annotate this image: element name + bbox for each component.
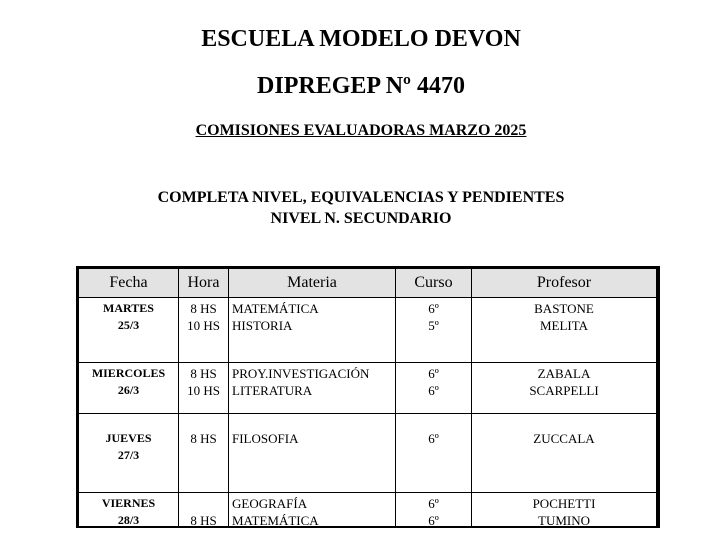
cell-profesor: ZABALA SCARPELLI (472, 363, 657, 414)
subtitle-line-2: NIVEL N. SECUNDARIO (270, 210, 452, 227)
subtitle-line-1: COMPLETA NIVEL, EQUIVALENCIAS Y PENDIENTES (157, 189, 565, 206)
subtitle (0, 187, 722, 229)
cell-hora: 8 HS 10 HS (179, 298, 229, 363)
cell-hora: 8 HS (179, 493, 229, 529)
school-name: ESCUELA MODELO DEVON (201, 26, 521, 52)
cell-materia: FILOSOFIA (229, 414, 396, 493)
table-header-row (79, 269, 657, 298)
cell-fecha: VIERNES 28/3 (79, 493, 179, 529)
cell-curso: 6º 5º (396, 298, 472, 363)
cell-curso: 6º 6º (396, 363, 472, 414)
cell-fecha: MIERCOLES 26/3 (79, 363, 179, 414)
cell-hora: 8 HS 10 HS (179, 363, 229, 414)
table-row (79, 493, 657, 529)
exam-schedule-table (78, 268, 657, 528)
cell-curso: 6º 6º (396, 493, 472, 529)
column-header-fecha: Fecha (79, 269, 179, 298)
cell-materia: MATEMÁTICA HISTORIA (229, 298, 396, 363)
column-header-materia: Materia (229, 269, 396, 298)
table-row (79, 414, 657, 493)
cell-profesor: ZUCCALA (472, 414, 657, 493)
commissions-title: COMISIONES EVALUADORAS MARZO 2025 (195, 122, 527, 139)
cell-profesor: BASTONE MELITA (472, 298, 657, 363)
cell-materia: GEOGRAFÍA MATEMÁTICA (229, 493, 396, 529)
cell-profesor: POCHETTI TUMINO (472, 493, 657, 529)
table-row (79, 363, 657, 414)
cell-hora: 8 HS (179, 414, 229, 493)
cell-materia: PROY.INVESTIGACIÓN LITERATURA (229, 363, 396, 414)
exam-schedule-table-frame (76, 266, 660, 528)
cell-fecha: MARTES 25/3 (79, 298, 179, 363)
cell-curso: 6º (396, 414, 472, 493)
column-header-profesor: Profesor (472, 269, 657, 298)
column-header-curso: Curso (396, 269, 472, 298)
table-row (79, 298, 657, 363)
dipregep-number: DIPREGEP Nº 4470 (257, 73, 465, 99)
column-header-hora: Hora (179, 269, 229, 298)
cell-fecha: JUEVES 27/3 (79, 414, 179, 493)
